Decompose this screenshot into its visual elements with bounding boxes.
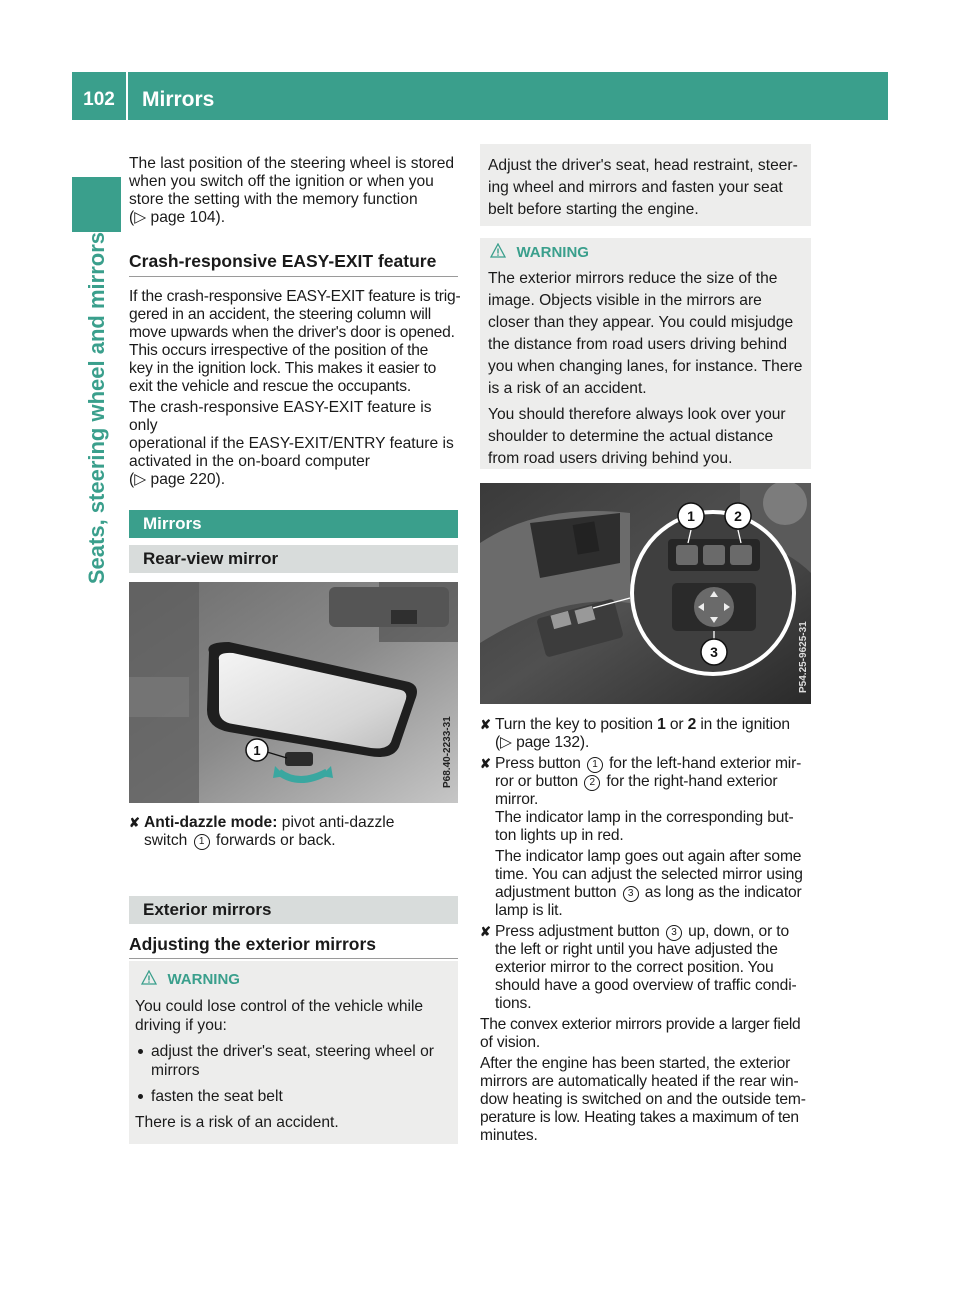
text-line: belt before starting the engine. <box>488 201 699 218</box>
text-line: exit the vehicle and rescue the occupants. <box>129 378 411 395</box>
steps-list <box>480 716 814 1145</box>
text-line: mirrors are automatically heated if the rear win- <box>480 1073 799 1090</box>
text-line: time. You can adjust the selected mirror using <box>495 866 803 883</box>
section-band-exterior: Exterior mirrors <box>129 896 458 924</box>
text-fragment: Press adjustment button <box>495 923 660 940</box>
text-line: store the setting with the memory function <box>129 191 418 208</box>
page-number: 102 <box>83 89 115 110</box>
text-line: exterior mirror to the correct position. You <box>495 959 774 976</box>
page-reference[interactable]: (▷ page 220). <box>129 471 226 488</box>
text-line: when you switch off the ignition or when you <box>129 173 434 190</box>
text-line: The indicator lamp goes out again after some <box>495 848 802 865</box>
text-line: There is a risk of an accident. <box>135 1114 339 1131</box>
text-line: activated in the on-board computer <box>129 453 370 470</box>
warning-text <box>135 997 453 1132</box>
page-reference[interactable]: (▷ page 104). <box>129 209 226 226</box>
callout-3-icon: 3 <box>623 886 639 902</box>
page-title: Mirrors <box>142 88 215 111</box>
text-line: The crash-responsive EASY-EXIT feature is only <box>129 399 432 434</box>
crash-paragraph-1 <box>129 288 463 396</box>
rearview-mirror-image <box>129 582 458 803</box>
text-line: should have a good overview of traffic condi- <box>495 977 797 994</box>
text-fragment: for the right-hand exterior <box>606 773 778 790</box>
text-line: the left or right until you have adjusted the <box>495 941 778 958</box>
step-label: Anti-dazzle mode: <box>144 814 278 831</box>
text-line: lamp is lit. <box>495 902 563 919</box>
text-line: from road users driving behind you. <box>488 450 733 467</box>
side-tab-block <box>72 177 121 232</box>
warning-title: WARNING <box>516 244 589 261</box>
text-line: perature is low. Heating takes a maximum of ten <box>480 1109 799 1126</box>
text-line: ton lights up in red. <box>495 827 624 844</box>
text-line: move upwards when the driver's door is opened. <box>129 324 455 341</box>
step-arrow-icon: ✘ <box>480 717 491 732</box>
text-line: minutes. <box>480 1127 538 1144</box>
text-line: The indicator lamp in the corresponding but- <box>495 809 794 826</box>
text-line: driving if you: <box>135 1017 227 1034</box>
header-divider <box>126 72 128 120</box>
text-fragment: pivot anti-dazzle <box>281 814 395 831</box>
heading-rule <box>129 958 458 959</box>
text-line: is a risk of an accident. <box>488 380 647 397</box>
text-line: of vision. <box>480 1034 541 1051</box>
text-fragment: adjustment button <box>495 884 617 901</box>
rearview-callout-1: 1 <box>253 743 261 758</box>
text-line: you when changing lanes, for instance. There <box>488 358 803 375</box>
step-arrow-icon: ✘ <box>129 815 140 830</box>
door-mirror-controls-image <box>480 483 811 704</box>
step-arrow-icon: ✘ <box>480 756 491 771</box>
warning-box <box>129 961 458 1144</box>
bullet-text: fasten the seat belt <box>151 1088 283 1105</box>
text-line: image. Objects visible in the mirrors are <box>488 292 762 309</box>
text-fragment: forwards or back. <box>216 832 336 849</box>
bullet-icon <box>138 1049 143 1054</box>
text-fragment: up, down, or to <box>688 923 790 940</box>
warning-title: WARNING <box>167 971 240 988</box>
text-line: You should therefore always look over your <box>488 406 786 423</box>
text-fragment: ror or button <box>495 773 578 790</box>
image-code: P68.40-2233-31 <box>442 716 453 788</box>
text-fragment: Turn the key to position <box>495 716 653 733</box>
text-line: The convex exterior mirrors provide a larger field <box>480 1016 801 1033</box>
door-callout-1: 1 <box>687 508 695 524</box>
text-fragment: or <box>669 716 684 733</box>
text-line: This occurs irrespective of the position of the <box>129 342 429 359</box>
step-arrow-icon: ✘ <box>480 924 491 939</box>
text-line: operational if the EASY-EXIT/ENTRY feature is <box>129 435 454 452</box>
page-reference[interactable]: (▷ page 132). <box>495 734 590 751</box>
warning-text <box>488 268 810 470</box>
text-fragment: for the left-hand exterior mir- <box>609 755 802 772</box>
text-line: key in the ignition lock. This makes it easier to <box>129 360 437 377</box>
warning-header <box>490 243 589 262</box>
text-line: ing wheel and mirrors and fasten your seat <box>488 179 783 196</box>
text-line: After the engine has been started, the exterior <box>480 1055 791 1072</box>
warning-triangle-icon <box>141 970 157 986</box>
callout-2-icon: 2 <box>584 775 600 791</box>
warning-box <box>480 238 811 469</box>
warning-header <box>141 970 240 989</box>
crash-paragraph-2 <box>129 399 463 489</box>
text-line: Adjust the driver's seat, head restraint, steer- <box>488 157 798 174</box>
bullet-icon <box>138 1094 143 1099</box>
text-line: shoulder to determine the actual distance <box>488 428 774 445</box>
text-fragment: 2 <box>687 716 697 733</box>
callout-3-icon: 3 <box>666 925 682 941</box>
note-box <box>480 144 811 226</box>
text-line: The last position of the steering wheel is stored <box>129 155 455 172</box>
text-line: You could lose control of the vehicle while <box>135 998 424 1015</box>
section-heading: Crash-responsive EASY-EXIT feature <box>129 251 437 271</box>
text-line: mirror. <box>495 791 539 808</box>
antidazzle-step <box>129 814 463 850</box>
text-fragment: switch <box>144 832 188 849</box>
text-line: If the crash-responsive EASY-EXIT feature is trig- <box>129 288 461 305</box>
door-callout-2: 2 <box>734 508 742 524</box>
section-band-mirrors: Mirrors <box>129 510 458 538</box>
side-tab <box>72 232 121 652</box>
text-line: dow heating is switched on and the outside tem- <box>480 1091 806 1108</box>
text-fragment: in the ignition <box>700 716 790 733</box>
warning-triangle-icon <box>490 243 506 259</box>
door-callout-3: 3 <box>710 644 718 660</box>
text-line: tions. <box>495 995 532 1012</box>
text-line: closer than they appear. You could misjudge <box>488 314 794 331</box>
bullet-text: mirrors <box>151 1062 200 1079</box>
text-fragment: 1 <box>657 716 666 733</box>
text-fragment: as long as the indicator <box>644 884 802 901</box>
text-line: The exterior mirrors reduce the size of the <box>488 270 778 287</box>
text-line: the distance from road users driving behind <box>488 336 788 353</box>
text-fragment: Press button <box>495 755 581 772</box>
bullet-text: adjust the driver's seat, steering wheel or <box>151 1043 434 1060</box>
text-line: gered in an accident, the steering column will <box>129 306 431 323</box>
image-code: P54.25-9625-31 <box>798 621 809 693</box>
section-band-rearview: Rear-view mirror <box>129 545 458 573</box>
intro-paragraph <box>129 155 461 227</box>
note-text <box>488 155 808 221</box>
heading-rule <box>129 276 458 277</box>
callout-1-icon: 1 <box>587 757 603 773</box>
section-heading: Adjusting the exterior mirrors <box>129 934 376 954</box>
callout-1-icon: 1 <box>194 834 210 850</box>
side-tab-label: Seats, steering wheel and mirrors <box>83 232 109 585</box>
